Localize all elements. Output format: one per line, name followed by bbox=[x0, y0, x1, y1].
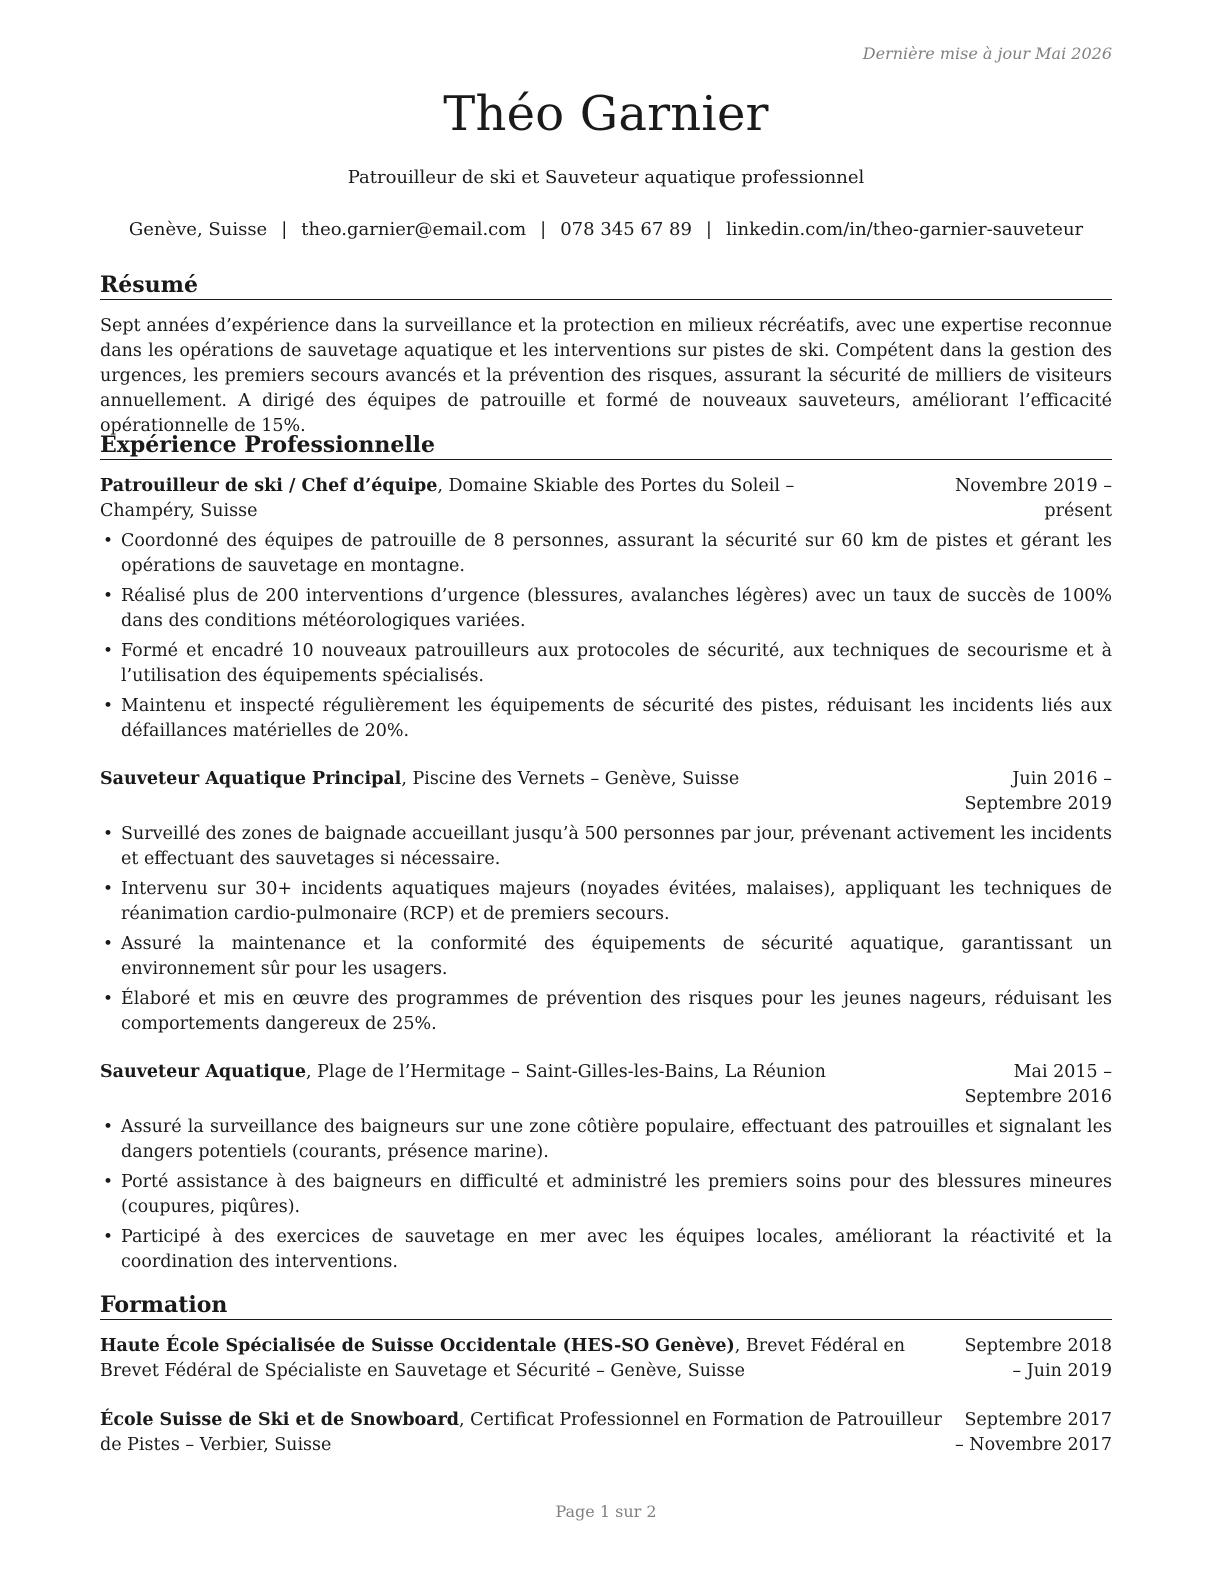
bullet-item: • Assuré la surveillance des baigneurs sur une zone côtière populaire, effectuant des patrouilles et signalant les dangers potentiels (courants, présence marine). bbox=[103, 1117, 1112, 1162]
job-bullets bbox=[100, 1115, 1112, 1275]
education-header bbox=[100, 1334, 1112, 1384]
job-title-line bbox=[100, 767, 952, 817]
job-dates: Mai 2015 – Septembre 2016 bbox=[964, 1062, 1112, 1107]
job-entry bbox=[100, 474, 1112, 744]
job-role: Sauveteur Aquatique Principal bbox=[100, 769, 402, 789]
page-number: Page 1 sur 2 bbox=[555, 1502, 657, 1521]
education-dates: Septembre 2018 – Juin 2019 bbox=[964, 1336, 1112, 1381]
education-entry bbox=[100, 1334, 1112, 1384]
job-place: , Piscine des Vernets – Genève, Suisse bbox=[401, 769, 740, 789]
contact-email[interactable]: theo.garnier@email.com bbox=[301, 219, 527, 240]
job-role: Sauveteur Aquatique bbox=[100, 1062, 306, 1082]
education-detail: , Brevet Fédéral en Brevet Fédéral de Spécialiste en Sauvetage et Sécurité – Genève, Suisse bbox=[100, 1336, 906, 1381]
job-dates: Juin 2016 – Septembre 2019 bbox=[964, 769, 1112, 814]
education-dates: Septembre 2017 – Novembre 2017 bbox=[954, 1410, 1112, 1455]
contact-separator: | bbox=[705, 219, 712, 240]
education-entry bbox=[100, 1408, 1112, 1458]
last-updated: Dernière mise à jour Mai 2026 bbox=[862, 44, 1112, 63]
contact-separator: | bbox=[281, 219, 288, 240]
candidate-tagline: Patrouilleur de ski et Sauveteur aquatique professionnel bbox=[347, 167, 865, 188]
contact-line bbox=[100, 219, 1112, 240]
bullet-item: • Surveillé des zones de baignade accueillant jusqu’à 500 personnes par jour, prévenant activement les incidents et effectuant des sauvetages si nécessaire. bbox=[103, 824, 1112, 869]
contact-linkedin[interactable]: linkedin.com/in/theo-garnier-sauveteur bbox=[726, 219, 1084, 240]
bullet-item: • Intervenu sur 30+ incidents aquatiques majeurs (noyades évitées, malaises), appliquant les techniques de réanimation cardio-pulmonaire (RCP) et de premiers secours. bbox=[103, 879, 1112, 924]
job-bullets bbox=[100, 822, 1112, 1037]
resume-page bbox=[100, 0, 1112, 1584]
candidate-name: Théo Garnier bbox=[443, 86, 769, 142]
job-entry bbox=[100, 767, 1112, 1037]
education-detail: , Certificat Professionnel en Formation de Patrouilleur de Pistes – Verbier, Suisse bbox=[100, 1410, 942, 1455]
education-title-line bbox=[100, 1334, 952, 1384]
bullet-item: • Élaboré et mis en œuvre des programmes de prévention des risques pour les jeunes nageurs, réduisant les comportements dangereux de 25%. bbox=[103, 989, 1112, 1034]
contact-phone[interactable]: 078 345 67 89 bbox=[560, 219, 692, 240]
summary-text: Sept années d’expérience dans la surveillance et la protection en milieux récréatifs, avec une expertise reconnue dans les opérations de sauvetage aquatique et les interventions sur pistes de ski. Compétent dans la gestion des urgences, les premiers secours avancés et la prévention des risques, assurant la sécurité de milliers de visiteurs annuellement. A dirigé des équipes de patrouille et formé de nouveaux sauveteurs, améliorant l’efficacité opérationnelle de 15%. bbox=[100, 316, 1112, 436]
job-role: Patrouilleur de ski / Chef d’équipe bbox=[100, 476, 438, 496]
section-title-summary: Résumé bbox=[100, 271, 1112, 300]
job-header bbox=[100, 474, 1112, 524]
contact-location: Genève, Suisse bbox=[128, 219, 268, 240]
job-place: , Plage de l’Hermitage – Saint-Gilles-les-Bains, La Réunion bbox=[305, 1062, 826, 1082]
section-title-experience: Expérience Professionnelle bbox=[100, 431, 1112, 460]
bullet-item: • Porté assistance à des baigneurs en difficulté et administré les premiers soins pour des blessures mineures (coupures, piqûres). bbox=[103, 1172, 1112, 1217]
education-school: Haute École Spécialisée de Suisse Occidentale (HES-SO Genève) bbox=[100, 1336, 735, 1356]
bullet-item: • Participé à des exercices de sauvetage en mer avec les équipes locales, améliorant la réactivité et la coordination des interventions. bbox=[103, 1227, 1112, 1272]
education-title-line bbox=[100, 1408, 952, 1458]
job-header bbox=[100, 767, 1112, 817]
bullet-item: • Maintenu et inspecté régulièrement les équipements de sécurité des pistes, réduisant les incidents liés aux défaillances matérielles de 20%. bbox=[103, 696, 1112, 741]
job-dates: Novembre 2019 – présent bbox=[954, 476, 1112, 521]
job-entry bbox=[100, 1060, 1112, 1275]
bullet-item: • Réalisé plus de 200 interventions d’urgence (blessures, avalanches légères) avec un taux de succès de 100% dans des conditions météorologiques variées. bbox=[103, 586, 1112, 631]
bullet-item: • Formé et encadré 10 nouveaux patrouilleurs aux protocoles de sécurité, aux techniques de secourisme et à l’utilisation des équipements spécialisés. bbox=[103, 641, 1112, 686]
education-school: École Suisse de Ski et de Snowboard bbox=[100, 1410, 460, 1430]
education-header bbox=[100, 1408, 1112, 1458]
bullet-item: • Coordonné des équipes de patrouille de 8 personnes, assurant la sécurité sur 60 km de pistes et gérant les opérations de sauvetage en montagne. bbox=[103, 531, 1112, 576]
bullet-item: • Assuré la maintenance et la conformité des équipements de sécurité aquatique, garantissant un environnement sûr pour les usagers. bbox=[103, 934, 1112, 979]
job-header bbox=[100, 1060, 1112, 1110]
contact-separator: | bbox=[540, 219, 547, 240]
job-title-line bbox=[100, 1060, 952, 1110]
job-bullets bbox=[100, 529, 1112, 744]
job-title-line bbox=[100, 474, 882, 524]
job-place: , Domaine Skiable des Portes du Soleil – Champéry, Suisse bbox=[100, 476, 795, 521]
section-title-education: Formation bbox=[100, 1291, 1112, 1320]
